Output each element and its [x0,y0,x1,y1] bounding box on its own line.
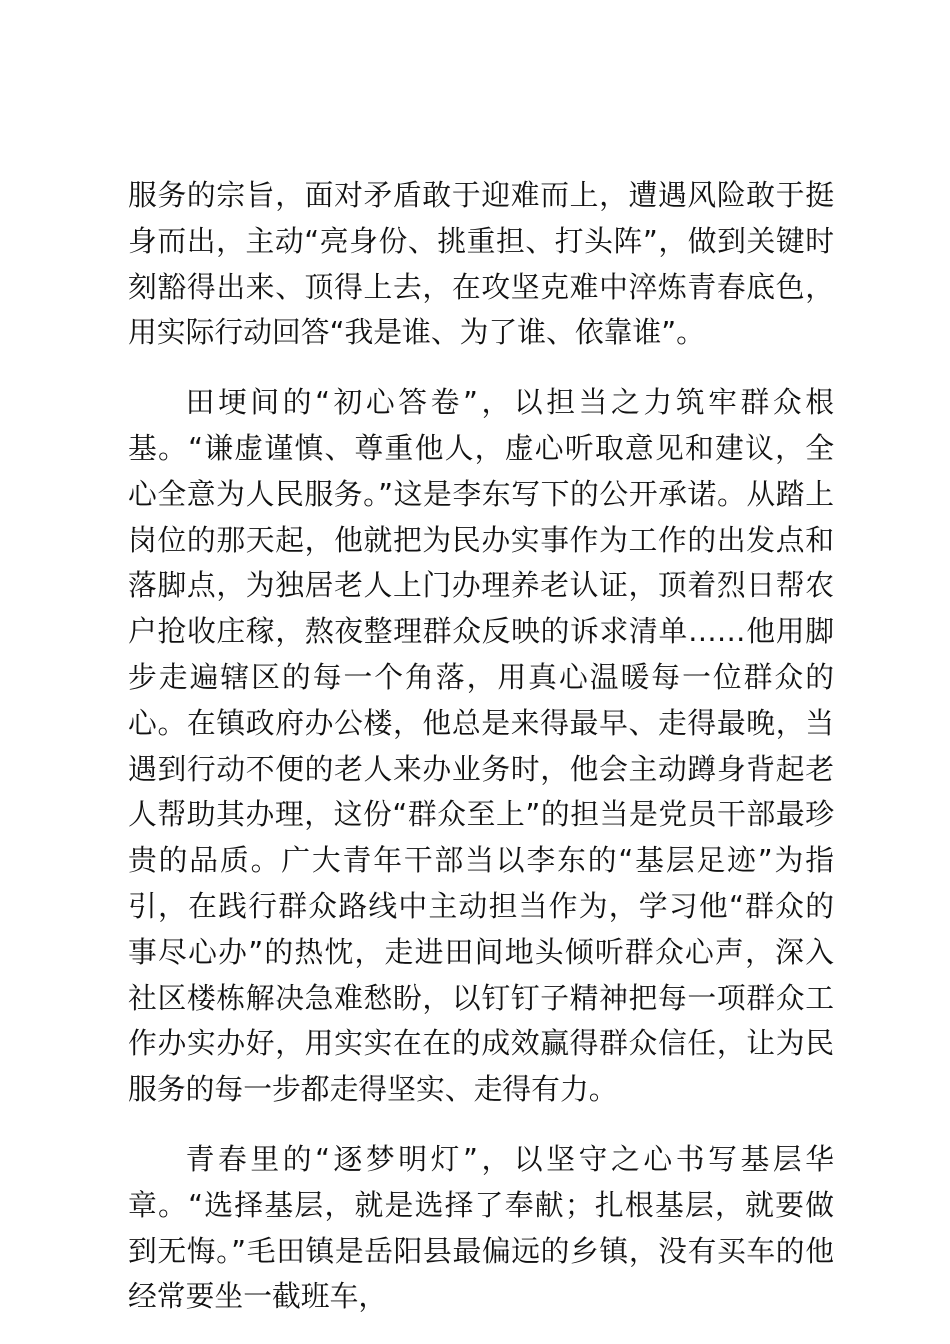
paragraph-initial-answer: 田埂间的“初心答卷”，以担当之力筑牢群众根基。“谦虚谨慎、尊重他人，虚心听取意见和建议，全心全意为人民服务。”这是李东写下的公开承诺。从踏上岗位的那天起，他就把为民办实事作为工作的出发点和落脚点，为独居老人上门办理养老认证，顶着烈日帮农户抢收庄稼，熬夜整理群众反映的诉求清单……他用脚步走遍辖区的每一个角落，用真心温暖每一位群众的心。在镇政府办公楼，他总是来得最早、走得最晚，当遇到行动不便的老人来办业务时，他会主动蹲身背起老人帮助其办理，这份“群众至上”的担当是党员干部最珍贵的品质。广大青年干部当以李东的“基层足迹”为指引，在践行群众路线中主动担当作为，学习他“群众的事尽心办”的热忱，走进田间地头倾听群众心声，深入社区楼栋解决急难愁盼，以钉钉子精神把每一项群众工作办实办好，用实实在在的成效赢得群众信任，让为民服务的每一步都走得坚实、走得有力。 [128,385,834,1107]
paragraph-continuation: 服务的宗旨，面对矛盾敢于迎难而上，遭遇风险敢于挺身而出，主动“亮身份、挑重担、打头阵”，做到关键时刻豁得出来、顶得上去，在攻坚克难中淬炼青春底色，用实际行动回答“我是谁、为了谁、依靠谁”。 [128,178,834,350]
paragraph-dream-lamp: 青春里的“逐梦明灯”，以坚守之心书写基层华章。“选择基层，就是选择了奉献；扎根基层，就要做到无悔。”毛田镇是岳阳县最偏远的乡镇，没有买车的他经常要坐一截班车， [128,1141,834,1314]
document-body [128,173,834,1320]
